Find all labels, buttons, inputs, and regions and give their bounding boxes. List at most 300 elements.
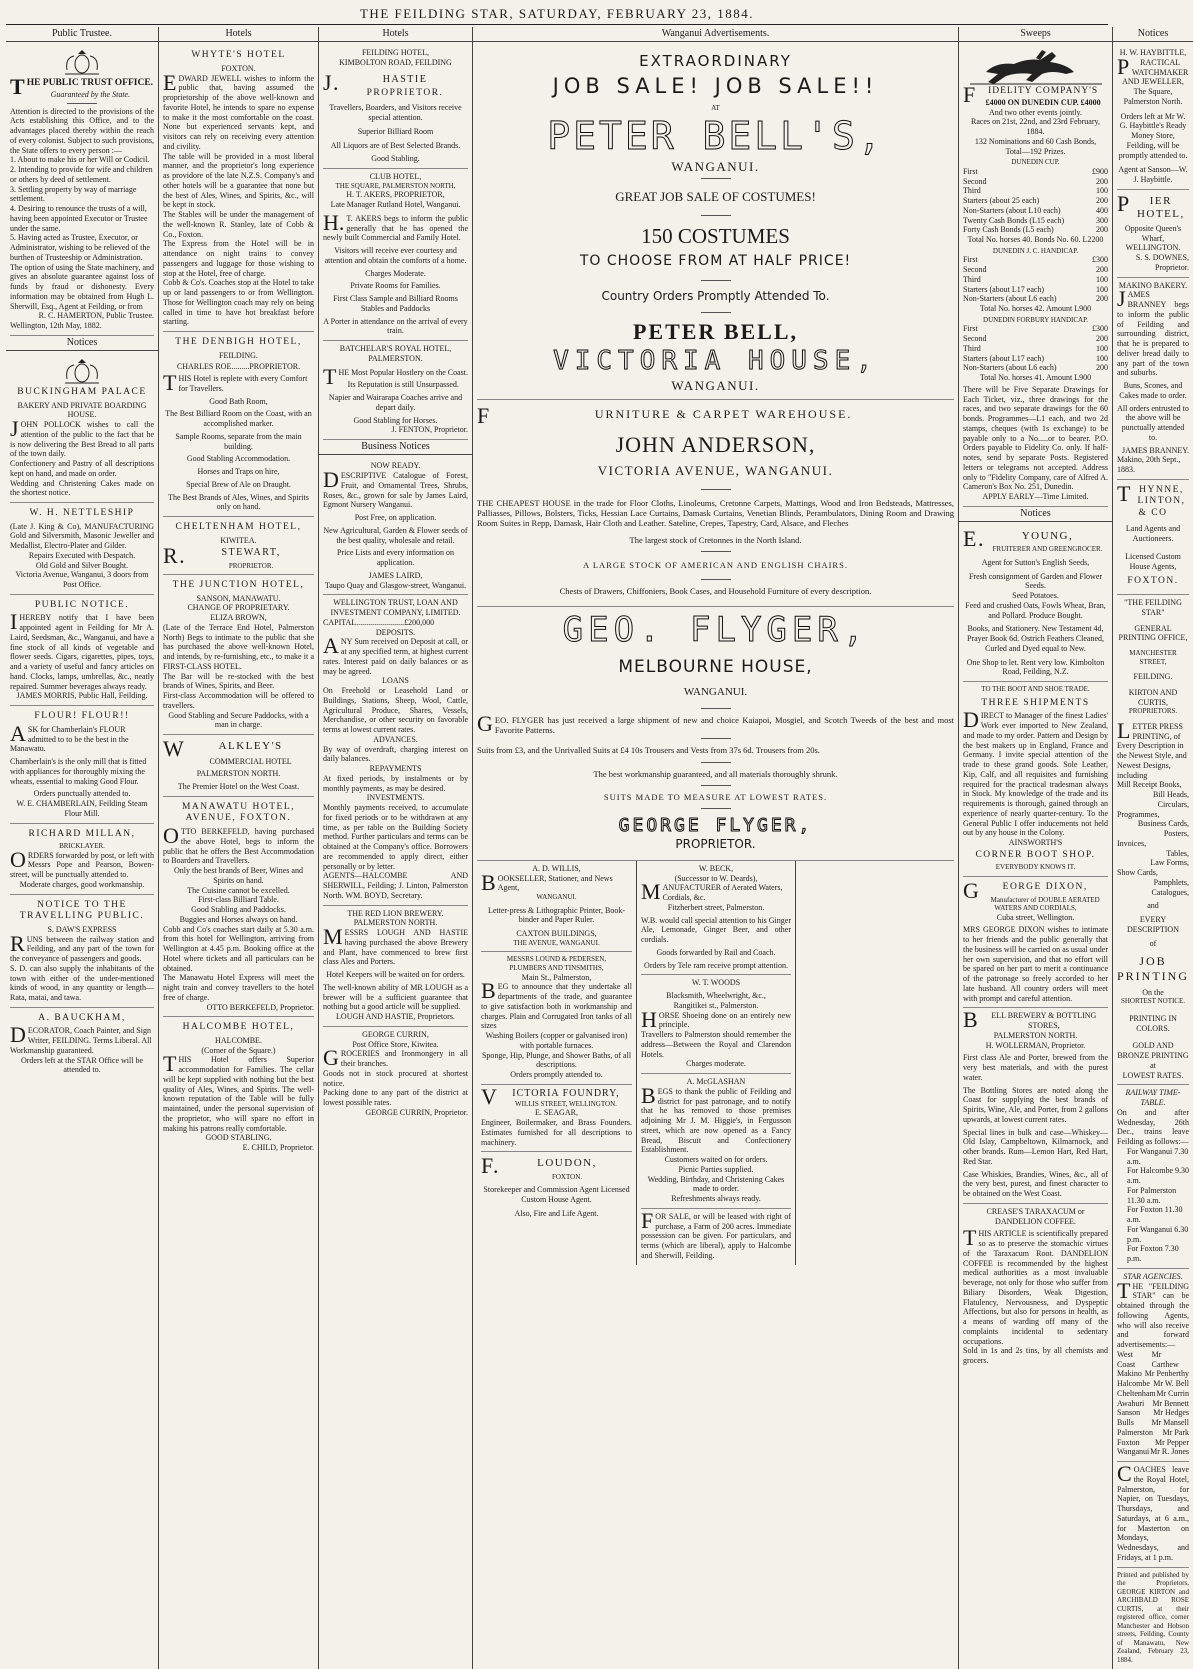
fs-and: and xyxy=(1147,901,1159,911)
co-body: COACHES leave the Royal Hotel, Palmerston, for Napier, on Tuesdays, Thursdays, and Saturdays, at 6 a.m., for Masterton on Mondays, Wednesdays, and Fridays, at 1 p.m. xyxy=(1117,1461,1189,1562)
print-item xyxy=(1117,868,1189,878)
wanganui-label: WANGANUI. xyxy=(671,158,760,174)
country-orders: Country Orders Promptly Attended To. xyxy=(601,289,830,304)
wt-deposits-body: ANY Sum received on Deposit at call, or at any specified term, at highest current rates. Interest paid on daily balances or as may be agreed. xyxy=(323,633,468,676)
wt-investments-body: Monthly payments received, to accumulate for fixed periods or to be withdrawn at any time, as per table on the Building Society method. Further particulars and terms can be obtained at the Company's office. Borrowers are recommended to apply direct, either personally or by letter. xyxy=(323,803,468,871)
agent-row-value: Mr Penberthy xyxy=(1144,1369,1189,1379)
jh-title: THE JUNCTION HOTEL, xyxy=(172,580,305,591)
trust-date: Wellington, 12th May, 1882. xyxy=(10,321,102,331)
lp-baths: Sponge, Hip, Plunge, and Shower Baths, of all descriptions. xyxy=(481,1050,632,1070)
pier-place: WELLINGTON. xyxy=(1125,243,1181,253)
cup1-title: DUNEDIN CUP. xyxy=(1011,158,1060,167)
bp-confectionery: Confectionery and Pastry of all descriptions kept on hand, and made on order. xyxy=(10,459,154,478)
ad-halcombe-hotel xyxy=(163,1017,314,1157)
cup2-total: Total No. horses 42. Amount L900 xyxy=(979,304,1092,314)
ad-cheltenham-hotel xyxy=(163,517,314,575)
agent-row-label: Wanganui xyxy=(1117,1447,1150,1457)
prize-row xyxy=(963,186,1108,196)
wh-body5: Cobb & Co's. Coaches stop at the Hotel to take up or land passengers to or from Wellington. Those for Wellington coach may rely on being called in time to have hot breakfast before starting. xyxy=(163,278,314,327)
trust-item: 1. About to make his or her Will or Codicil. xyxy=(10,155,150,165)
flour-title: FLOUR! FLOUR!! xyxy=(34,711,130,722)
wt-loans: LOANS xyxy=(382,676,409,686)
ad-woods xyxy=(641,975,791,1074)
dh-place: FEILDING. xyxy=(219,350,258,360)
hh-corner: (Corner of the Square.) xyxy=(201,1045,276,1055)
cup1-table xyxy=(963,167,1108,235)
agent-row-label: West Coast xyxy=(1117,1349,1136,1369)
dh-item: Good Bath Room, xyxy=(209,396,268,406)
wk-place: PALMERSTON NORTH. xyxy=(196,769,281,779)
cup2-table xyxy=(963,255,1108,304)
jh-bar: The Bar will be re-stocked with the best brands of Wines, Spirits, and Beer. xyxy=(163,671,314,691)
ad-batchelars-royal-hotel xyxy=(323,341,468,440)
dh-body: THIS Hotel is replete with every Comfort for Travellers. xyxy=(163,370,308,396)
cl-title: CLUB HOTEL, xyxy=(369,172,422,182)
agent-row-value: Mr Bennett xyxy=(1152,1398,1189,1408)
wanganui-label: WANGANUI. xyxy=(683,686,748,699)
wh-place: FOXTON. xyxy=(221,63,256,73)
section-header: Business Notices xyxy=(319,440,472,455)
prize-row-label: Twenty Cash Bonds (L15 each) xyxy=(963,215,1065,225)
gd-title: GEORGE DIXON, xyxy=(963,877,1088,903)
pn-signature: JAMES MORRIS, Public Hall, Feilding. xyxy=(16,691,148,701)
print-item-value: Posters, xyxy=(1163,829,1189,839)
chests-line: Chests of Drawers, Chiffoniers, Book Cases, and Household Furniture of every description. xyxy=(559,585,872,596)
prize-row xyxy=(963,177,1108,187)
prize-row xyxy=(963,344,1108,354)
wn-address: Victoria Avenue, Wanganui, 3 doors from Post Office. xyxy=(15,570,149,590)
mh-billiard: First-class Billiard Table. xyxy=(198,895,279,905)
bn-address: Taupo Quay and Glasgow-street, Wanganui. xyxy=(324,580,467,590)
rm-title: RICHARD MILLAN, xyxy=(28,828,136,839)
ad-farm-for-sale xyxy=(641,1209,791,1265)
ey-subtitle: FRUITERER AND GREENGROCER. xyxy=(992,545,1103,554)
vf-title: VICTORIA FOUNDRY, xyxy=(481,1083,620,1109)
agent-row xyxy=(1117,1389,1189,1399)
mh-only: Only the best brands of Beer, Wines and Spirits on hand. xyxy=(174,866,303,885)
ad-feilding-star-printing xyxy=(1117,595,1189,1085)
peter-bell-heading: PETER BELL, xyxy=(632,319,799,345)
fs-on: On the xyxy=(1142,987,1164,997)
ad-mcglashan xyxy=(641,1074,791,1209)
prize-row xyxy=(963,167,1108,177)
prize-row-value: 100 xyxy=(1096,284,1108,294)
pn-title: PUBLIC NOTICE. xyxy=(34,599,130,610)
ain-title: AINSWORTH'S xyxy=(1008,838,1063,848)
fh-place: KIMBOLTON ROAD, FEILDING xyxy=(339,57,452,67)
fs-items-list xyxy=(1117,780,1189,897)
ww-body: Blacksmith, Wheelwright, &c., xyxy=(666,991,766,1001)
extraordinary-heading: EXTRAORDINARY xyxy=(639,52,792,71)
fl-place: FOXTON. xyxy=(551,1172,582,1181)
fs-shortest: SHORTEST NOTICE. xyxy=(1120,997,1185,1006)
ad-makino-bakery xyxy=(1117,278,1189,480)
am-picnic: Picnic Parties supplied. xyxy=(678,1164,754,1174)
wn-repairs: Repairs Executed with Despatch. xyxy=(28,550,136,560)
chairs-line: A LARGE STOCK OF AMERICAN AND ENGLISH CHAIRS. xyxy=(583,560,848,571)
fh-stabling: Good Stabling. xyxy=(371,154,420,164)
peter-bells-heading: PETER BELL'S, xyxy=(547,113,884,158)
rt-row: For Foxton 11.30 a.m. xyxy=(1127,1205,1183,1225)
gd-subtitle: Manufacturer of DOUBLE AERATED WATERS AND CORDIALS, xyxy=(990,895,1100,913)
wb-address: Fitzherbert street, Palmerston. xyxy=(667,902,765,912)
flour-signature: W. E. CHAMBERLAIN, Feilding Steam Flour Mill. xyxy=(16,799,148,818)
great-sale-heading: GREAT JOB SALE OF COSTUMES! xyxy=(615,188,816,204)
prize-row-label: Second xyxy=(963,265,987,275)
rl-body: MESSRS LOUGH AND HASTIE having purchased the above Brewery and Plant, have commenced to brew first class Ales and Porters. xyxy=(323,924,468,967)
print-item xyxy=(1117,829,1189,839)
rt-row: For Halcombe 9.30 a.m. xyxy=(1127,1166,1189,1186)
gc-goods: Goods not in stock procured at shortest notice. xyxy=(323,1068,468,1088)
lower-column-3 xyxy=(795,861,954,1265)
wh-body: EDWARD JEWELL wishes to inform the public that, having assumed the proprietorship of the above well-known and favorite Hotel, he intends to spare no expense to make it the most comfortable on the coast. None but experienced servants kept, and visitors can rely on receiving every attention and civility. xyxy=(163,69,314,151)
flour-mill: Chamberlain's is the only mill that is fitted with appliances for thoroughly mixing the wheats, essential to making Good Flour. xyxy=(10,757,147,786)
mh-signature: OTTO BERKEFELD, Proprietor. xyxy=(206,1002,314,1012)
victoria-avenue: VICTORIA AVENUE, WANGANUI. xyxy=(597,462,834,478)
trust-subtitle: Guaranteed by the State. xyxy=(50,89,131,99)
agent-row-value: Mr Currin xyxy=(1156,1388,1189,1398)
prize-row-value: 200 xyxy=(1096,265,1108,275)
print-item-value: Catalogues, xyxy=(1151,887,1189,897)
fs-every: EVERY DESCRIPTION xyxy=(1126,915,1179,934)
at-label: AT xyxy=(711,104,720,113)
wh-body3: The Stables will be under the management of the well-known R. Stanley, late of Cobb & Co., Foxton. xyxy=(163,210,314,239)
half-price-heading: TO CHOOSE FROM AT HALF PRICE! xyxy=(579,253,852,270)
cl-first-class: First Class Sample and Billiard Rooms Stables and Paddocks xyxy=(333,294,458,313)
br-place: PALMERSTON. xyxy=(368,353,423,363)
jh-change: CHANGE OF PROPRIETARY. xyxy=(187,603,290,613)
tp-body2: S. D. can also supply the inhabitants of the town with either of the under-mentioned kinds of wood, in any quantity or length—Rata, matai, and tawa. xyxy=(10,963,154,1003)
ad-feilding-hotel xyxy=(323,45,468,169)
agent-row-value: Mr W. Bell xyxy=(1153,1379,1189,1389)
cl-body: H.T. AKERS begs to inform the public generally that he has opened the newly built Commercial and Family Hotel. xyxy=(323,209,468,243)
vf-address: WILLIS STREET, WELLINGTON. xyxy=(515,1099,617,1108)
prize-row xyxy=(963,225,1108,235)
tp-body: RUNS between the railway station and Feilding, and any part of the town for the conveyance of passengers and goods. xyxy=(10,930,154,964)
prize-row-value: 200 xyxy=(1096,225,1108,235)
caxton-buildings: CAXTON BUILDINGS, xyxy=(516,929,597,939)
section-header: Wanganui Advertisements. xyxy=(473,27,958,42)
print-item xyxy=(1117,810,1189,820)
fh-title: FEILDING HOTEL, xyxy=(361,48,430,58)
fh-billiard: Superior Billiard Room xyxy=(357,126,434,136)
columns xyxy=(6,27,1189,1664)
ts-title: THREE SHIPMENTS xyxy=(981,697,1090,708)
wt-title: WELLINGTON TRUST, LOAN AND INVESTMENT COMPANY, LIMITED. xyxy=(330,598,461,618)
trust-item: 2. Intending to provide for wife and children or others by deed of settlement. xyxy=(10,165,153,184)
lower-column-1 xyxy=(477,861,636,1265)
tl-title: THYNNE, LINTON, & CO xyxy=(1117,480,1186,518)
fs-lowest: LOWEST RATES. xyxy=(1122,1070,1184,1080)
bb-special: Special lines in bulk and case—Whiskey—Old Islay, Campbeltown, Kilmarnock, and other brands. Rum—Lemon Hart, Red Hart, Red Star. xyxy=(963,1127,1108,1166)
dh-item: Special Brew of Ale on Draught. xyxy=(186,479,291,489)
wt-deposits: DEPOSITS. xyxy=(375,627,416,637)
ad-whytes-hotel xyxy=(163,45,314,332)
print-item-label: Mill Receipt Books, xyxy=(1117,780,1182,790)
agent-row-value: Mr Mansell xyxy=(1151,1418,1189,1428)
fs-office: GENERAL PRINTING OFFICE, xyxy=(1118,623,1188,643)
fs-colors: PRINTING IN COLORS. xyxy=(1129,1013,1177,1033)
ad-public-notice xyxy=(10,595,154,706)
prize-row-value: £300 xyxy=(1092,324,1108,334)
ey-agent: Agent for Sutton's English Seeds, xyxy=(981,557,1090,567)
tl-licensed: Licensed Custom House Agents, xyxy=(1125,551,1181,571)
suits-to-measure: SUITS MADE TO MEASURE AT LOWEST RATES. xyxy=(603,791,828,802)
mh-body: OTTO BERKEFELD, having purchased the above Hotel, begs to inform the public that he offers the Best Accommodation to Boarders and Travellers. xyxy=(163,823,314,866)
wk-subtitle: COMMERCIAL HOTEL xyxy=(209,756,292,766)
ad-willis xyxy=(481,861,632,953)
ad-haybittle xyxy=(1117,45,1189,190)
agent-row xyxy=(1117,1408,1189,1418)
ad-star-agencies xyxy=(1117,1269,1189,1462)
ad-millan xyxy=(10,824,154,895)
print-item xyxy=(1117,878,1189,888)
trust-item: 3. Settling property by way of marriage settlement. xyxy=(10,184,137,204)
wb-goods: Goods forwarded by Rail and Coach. xyxy=(656,947,776,957)
dh-item: Horses and Traps on hire, xyxy=(197,467,280,477)
fh-name: J.HASTIE xyxy=(323,69,428,95)
ad-peter-bell-sale xyxy=(477,45,954,400)
ad-bell-brewery xyxy=(963,1008,1108,1204)
br-title: BATCHELAR'S ROYAL HOTEL, xyxy=(339,344,452,354)
geo-flyger-heading: GEO. FLYGER, xyxy=(562,609,869,650)
fs-gold: GOLD AND BRONZE PRINTING xyxy=(1117,1041,1189,1061)
agent-row xyxy=(1117,1447,1189,1457)
furniture-heading: FURNITURE & CARPET WAREHOUSE. xyxy=(477,403,853,429)
ad-loudon xyxy=(481,1152,632,1222)
rm-body: ORDERS forwarded by post, or left with Messrs Pope and Pearson, Bowen-street, will be punctually attended to. xyxy=(10,846,154,880)
costumes-heading: 150 COSTUMES xyxy=(641,223,790,248)
mh-stabling: Good Stabling and Paddocks. xyxy=(191,905,286,915)
print-item-value: Circulars, xyxy=(1157,799,1189,809)
am-body: BEGS to thank the public of Feilding and district for past patronage, and to notify that he has removed to those premises adjoining Mr J. M. Higgie's, in Fergusson street, which are now opened as a Fancy Bread, Biscuit and Confectionery Establishment. xyxy=(641,1082,791,1155)
print-item xyxy=(1117,780,1189,790)
prize-row-value: £900 xyxy=(1092,166,1108,176)
ad-fidelity-company xyxy=(963,45,1108,507)
ad-club-hotel xyxy=(323,169,468,341)
largest-stock: The largest stock of Cretonnes in the North Island. xyxy=(629,534,802,545)
fl-title: F.LOUDON, xyxy=(481,1153,597,1179)
section-header: Notices xyxy=(1113,27,1193,42)
ad-victoria-foundry xyxy=(481,1085,632,1153)
wb-orders: Orders by Tele ram receive prompt attention. xyxy=(644,960,788,970)
jh-name: ELIZA BROWN, xyxy=(210,613,267,623)
ad-red-lion-brewery xyxy=(323,906,468,1027)
trust-footer: The option of using the State machinery, and gives an absolute guarantee against loss of funds by fraud or dishonesty. Every information may be obtained from Hugh L. Sherwill, Esq., Agent at Feilding, or from xyxy=(10,262,154,311)
agent-row-value: Mr R. Jones xyxy=(1150,1447,1189,1457)
prize-row-label: Forty Cash Bonds (L5 each) xyxy=(963,225,1054,235)
cheapest-house: THE CHEAPEST HOUSE in the trade for Floor Cloths, Linoleums, Cretonne Carpets, Mattings, Wood and Iron Bedsteads, Mattresses, Palliasses, Pillows, Bolsters, Ticks, Hessian Lace Curtains, Damask Curtains, Venetian Blinds, Perambulators, Dining Room and Drawing Room Suites in Repp, Damask, Hair Cloth and Leather. Sateline, Crepes, Tapestry, Card, Alsace, and Fleches xyxy=(477,497,954,529)
wt-loans-body: On Freehold or Leasehold Land or Buildings, Stations, Sheep, Wool, Cattle, Agricultural Produce, Shares, Vessels, Merchandise, or other security on favorable terms at lowest current rates. xyxy=(323,686,468,735)
cl-late: Late Manager Rutland Hotel, Wanganui. xyxy=(330,200,461,210)
caxton-avenue: THE AVENUE, WANGANUI. xyxy=(513,938,600,947)
wt-capital: CAPITAL........................£200,000 xyxy=(323,617,435,627)
br-signature: J. FENTON, Proprietor. xyxy=(391,425,468,435)
imprint xyxy=(1117,1568,1189,1669)
dh-title: THE DENBIGH HOTEL, xyxy=(175,337,302,348)
prize-row xyxy=(963,363,1108,373)
royal-crest-icon xyxy=(57,50,107,76)
job-sale-heading: JOB SALE! JOB SALE!! xyxy=(552,74,879,99)
prize-row-label: Starters (about 25 each) xyxy=(963,196,1040,206)
agent-row-value: Mr Pepper xyxy=(1155,1437,1189,1447)
cl-proprietor: H. T. AKERS, PROPRIETOR, xyxy=(346,190,445,200)
ww-travellers: Travellers to Palmerston should remember the address—Between the Royal and Clarendon Hotels. xyxy=(641,1030,791,1059)
gc-place: Post Office Store, Kiwitea. xyxy=(352,1039,439,1049)
rs-title: R.STEWART, xyxy=(163,543,281,569)
bb-name: H. WOLLERMAN, Proprietor. xyxy=(985,1040,1086,1050)
trust-item: 5. Having acted as Trustee, Executor, or Administrator, wishing to be relieved of the burthen of Trusteeship or Administration. xyxy=(10,233,150,262)
mk-signature: JAMES BRANNEY. xyxy=(1122,445,1189,455)
prize-row xyxy=(963,275,1108,285)
pier-title: PIER HOTEL, xyxy=(1117,190,1185,221)
bp-subtitle: BAKERY AND PRIVATE BOARDING HOUSE. xyxy=(17,400,147,420)
proprietor-label: PROPRIETOR. xyxy=(675,837,756,852)
agent-row xyxy=(1117,1418,1189,1428)
agent-row-value: Mr Park xyxy=(1162,1427,1189,1437)
ad-pier-hotel xyxy=(1117,190,1189,278)
lp-body: BEG to announce that they undertake all departments of the trade, and guarantee to give satisfaction both in workmanship and charges. Plain and Corrugated Iron tanks of all sizes xyxy=(481,978,632,1031)
prize-row-value: 100 xyxy=(1096,274,1108,284)
print-item xyxy=(1117,819,1189,829)
hh-place: HALCOMBE. xyxy=(215,1035,262,1045)
prize-row-label: Non-Starters (about L6 each) xyxy=(963,294,1057,304)
center-lower-grid xyxy=(477,861,954,1265)
prize-row xyxy=(963,294,1108,304)
section-header: Hotels xyxy=(319,27,472,42)
ad-john-anderson xyxy=(477,400,954,606)
prize-row xyxy=(963,255,1108,265)
prize-row-value: 300 xyxy=(1096,215,1108,225)
column-hotels-2 xyxy=(318,27,472,1669)
wb-title: W. BECK, xyxy=(698,863,734,873)
ey-feed: Feed and crushed Oats, Fowls Wheat, Bran, and Pollard. Produce Bought. xyxy=(965,600,1106,620)
print-item xyxy=(1117,790,1189,800)
jh-place: SANSON, MANAWATU. xyxy=(196,593,281,603)
ch-title: CHELTENHAM HOTEL, xyxy=(175,522,302,533)
am-title: A. McGLASHAN xyxy=(686,1077,746,1087)
br-stabling: Good Stabling for Horses. xyxy=(353,415,438,425)
prize-row-value: 100 xyxy=(1096,343,1108,353)
prize-row-value: 200 xyxy=(1096,363,1108,373)
cl-porter: A Porter in attendance on the arrival of every train. xyxy=(323,316,468,336)
wanganui-label: WANGANUI. xyxy=(671,377,760,393)
rt-row: For Wanganui 6.30 p.m. xyxy=(1127,1224,1189,1244)
fs-proprietors: PROPRIETORS. xyxy=(1128,707,1178,716)
ct-sold: Sold in 1s and 2s tins, by all chemists and grocers. xyxy=(963,1346,1108,1366)
fid-nominations: 132 Nominations and 60 Cash Bonds, xyxy=(974,136,1097,146)
rl-ability: The well-known ability of MR LOUGH as a brewer will be a sufficient guarantee that nothing but a good article will be supplied. xyxy=(323,982,468,1012)
fh-liquors: All Liquors are of Best Selected Brands. xyxy=(330,140,461,150)
wt-agents: AGENTS—HALCOMBE AND SHERWILL, Feilding; J. Linton, Palmerston North. WM. BOYD, Secretary. xyxy=(323,871,468,900)
fid-body: There will be Five Separate Drawings for Each Ticket, viz., three drawings for the races, and two separate drawings for the 60 bonds. Programmes—L1 each, and two 2d stamps, cheques (with 1s exchange) to be payable only to a No.....or to bearer. P.O. Orders payable to Fidelity Co. only. If half-notes, send by separate Posts. Registered letters or telegrams not accepted. Address only to "Fidelity Company, care of Alfred A. Cameron's Box No. 251, Dunedin. xyxy=(963,384,1108,492)
am-wedding: Wedding, Birthday, and Christening Cakes made to order. xyxy=(647,1174,785,1194)
print-item-value: Tables, xyxy=(1166,848,1189,858)
wk-title: WALKLEY'S xyxy=(163,736,283,762)
fs-letterpress: LETTER PRESS PRINTING, of Every Description in the Newest Style, and Newest Designs, including xyxy=(1117,717,1187,780)
prize-row-value: 200 xyxy=(1096,196,1108,206)
agent-row xyxy=(1117,1379,1189,1389)
ts-body: DIRECT to Manager of the finest Ladies' Work ever imported to New Zealand, and made to my order. Pattern and Design by the best makers up in England, France and Germany. I invite special attention of the trade to these grand goods. Sole Leather, Kip, Calf, and all requisites and furnishing required for the practical tradesman always in Stock. My knowledge of the trade and its requirements is thorough, gained through an experience of nearly quarter-century. To the General Public I offer inducements not held out by any house in the Colony. xyxy=(963,707,1108,838)
section-header: Notices xyxy=(6,336,158,351)
fs-kirton: KIRTON AND CURTIS, xyxy=(1128,687,1178,707)
flour-body: ASK for Chamberlain's FLOUR admitted to to be the best in the Manawatu. xyxy=(10,720,129,754)
section-header: Notices xyxy=(959,507,1112,522)
wb-subtitle: (Successor to W. Deards), xyxy=(674,873,758,883)
mk-body: JAMES BRANNEY begs to inform the public of Feilding and surrounding district, that he is prepared to deliver bread daily to any part of the town and suburbs. xyxy=(1117,286,1189,378)
lp-title: MESSRS LOUND & PEDERSEN, xyxy=(506,955,607,964)
fid-cup: £4000 ON DUNEDIN CUP. £4000 xyxy=(985,97,1101,107)
mk-title: MAKINO BAKERY. xyxy=(1118,280,1188,290)
ad-crease-taraxacum xyxy=(963,1204,1108,1370)
hh-body: THIS Hotel offers Superior accommodation for Families. The cellar will be kept supplied with nothing but the best quality of Ales, Wines, and Spirits. The well-known reputation of the Table will be fully maintained, under the personal supervision of the proprietor, who will spare no effort in making his patrons really comfortable. xyxy=(163,1051,314,1133)
ww-horse: HORSE Shoeing done on an entirely new principle. xyxy=(641,1006,791,1032)
lp-orders: Orders promptly attended to. xyxy=(510,1070,603,1079)
wn-title: W. H. NETTLESHIP xyxy=(29,508,135,519)
agent-row xyxy=(1117,1428,1189,1438)
lower-column-2 xyxy=(636,861,795,1265)
bn-signature: JAMES LAIRD, xyxy=(368,570,423,580)
lp-washing: Washing Boilers (copper or galvanised iron) with portable furnaces. xyxy=(485,1031,628,1050)
rl-place: PALMERSTON NORTH. xyxy=(353,918,438,928)
column-notices xyxy=(1112,27,1193,1669)
gc-body: GROCERIES and Ironmongery in all their branches. xyxy=(323,1045,468,1071)
hw-body: PRACTICAL WATCHMAKER AND JEWELLER, xyxy=(1117,53,1189,87)
prize-row-label: Third xyxy=(963,186,981,196)
prize-row-value: 400 xyxy=(1096,205,1108,215)
sa-body: THE "FEILDING STAR" can be obtained through the following Agents, who will also receive and forward advertisements:— xyxy=(1117,1277,1189,1350)
fs-job-printing: JOB PRINTING xyxy=(1117,954,1189,984)
cup2-title: DUNEDIN J. C. HANDICAP. xyxy=(992,246,1079,255)
bn-post: Post Free, on application. xyxy=(354,513,437,523)
bn-body: DESCRIPTIVE Catalogue of Forest, Fruit, and Ornamental Trees, Shrubs, Roses, &c., grown for sale by James Laird, Egmont Nursery Wanganui. xyxy=(323,467,468,510)
print-item xyxy=(1117,800,1189,810)
fid-title: FIDELITY COMPANY'S xyxy=(963,82,1099,108)
fid-and: And two other events jointly. xyxy=(988,107,1083,117)
prize-row-label: Third xyxy=(963,274,981,284)
wk-premier: The Premier Hotel on the West Coast. xyxy=(177,782,300,792)
ad-manawatu-hotel xyxy=(163,797,314,1017)
prize-row-value: 100 xyxy=(1096,186,1108,196)
cup1-total: Total No. horses 40. Bonds No. 60. L2200 xyxy=(967,235,1104,245)
gd-body: MRS GEORGE DIXON wishes to intimate to her friends and the public generally that the business will be carried on as usual under her own supervision, and that no effort will be spared on her part to merit a continuance of the patronage so freely accorded to her late husband. All country orders will meet with prompt and careful attention. xyxy=(963,925,1108,1003)
aw-title: A. D. WILLIS, xyxy=(532,863,581,873)
prize-row-value: £300 xyxy=(1092,255,1108,265)
wn-old-gold: Old Gold and Silver Bought. xyxy=(35,560,129,570)
flyger-body: GEO. FLYGER has just received a large shipment of new and choice Kaiapoi, Mosgiel, and Scotch Tweeds of the best and most Favorite Patterns. xyxy=(477,710,954,736)
prize-row-label: First xyxy=(963,166,978,176)
gc-packing: Packing done to any part of the district at lowest possible rates. xyxy=(323,1088,468,1108)
royal-crest-icon xyxy=(57,359,107,385)
tl-body: Land Agents and Auctioneers. xyxy=(1125,524,1181,544)
agent-row-label: Bulls xyxy=(1117,1418,1134,1428)
ey-shop: One Shop to let. Rent very low. Kimbolton Road, Feilding, N.Z. xyxy=(966,657,1105,677)
prize-row-label: Non-Starters (about L6 each) xyxy=(963,363,1057,373)
agent-row-label: Sanson xyxy=(1117,1408,1141,1418)
rt-title: RAILWAY TIME-TABLE. xyxy=(1125,1088,1181,1108)
ad-george-dixon xyxy=(963,877,1108,1008)
ad-buckingham-palace xyxy=(10,354,154,503)
ad-railway-timetable xyxy=(1117,1085,1189,1269)
prize-row-label: Starters (about L17 each) xyxy=(963,353,1045,363)
cl-visitors: Visitors will receive ever courtesy and attention and obtain the comforts of a home. xyxy=(324,246,467,265)
tl-place: FOXTON. xyxy=(1127,576,1179,587)
wt-repayments: REPAYMENTS xyxy=(369,764,422,774)
prize-row-label: Second xyxy=(963,334,987,344)
prize-row xyxy=(963,265,1108,275)
wt-investments: INVESTMENTS. xyxy=(366,793,425,803)
agent-row-label: Cheltenham xyxy=(1117,1388,1156,1398)
